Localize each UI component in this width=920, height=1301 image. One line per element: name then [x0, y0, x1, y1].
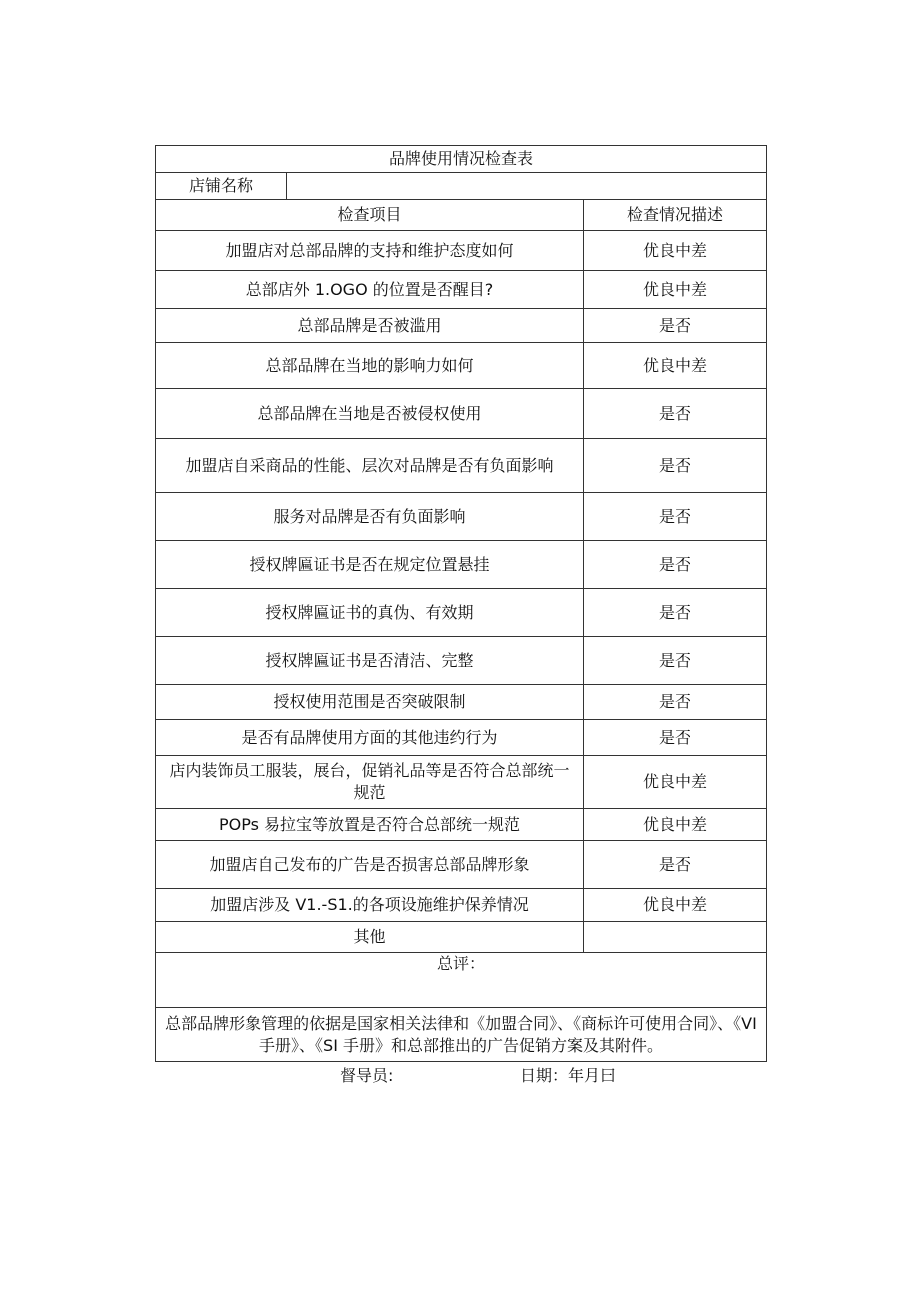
check-item: 总部品牌是否被滥用 [156, 309, 584, 343]
check-desc: 是否 [584, 541, 767, 589]
check-item: 总部品牌在当地的影响力如何 [156, 343, 584, 389]
brand-usage-checklist [155, 145, 766, 1062]
check-item: 其他 [156, 922, 584, 953]
table-row [156, 637, 767, 685]
header-desc: 检查情况描述 [584, 200, 767, 231]
table-row [156, 922, 767, 953]
check-item: 授权牌匾证书的真伪、有效期 [156, 589, 584, 637]
check-item: 授权牌匾证书是否在规定位置悬挂 [156, 541, 584, 589]
table-row [156, 756, 767, 809]
check-desc: 是否 [584, 685, 767, 720]
store-name-field[interactable] [287, 173, 767, 200]
check-item: 加盟店涉及 V1.-S1.的各项设施维护保养情况 [156, 889, 584, 922]
check-desc: 是否 [584, 637, 767, 685]
title-row [156, 146, 767, 173]
store-name-row [156, 173, 767, 200]
header-row [156, 200, 767, 231]
basis-note: 总部品牌形象管理的依据是国家相关法律和《加盟合同》、《商标许可使用合同》、《VI 手册》、《SI 手册》和总部推出的广告促销方案及其附件。 [156, 1008, 767, 1062]
check-item: 是否有品牌使用方面的其他违约行为 [156, 720, 584, 756]
check-item: 授权使用范围是否突破限制 [156, 685, 584, 720]
check-item: 加盟店自采商品的性能、层次对品牌是否有负面影响 [156, 439, 584, 493]
overall-comment[interactable] [156, 953, 767, 1008]
supervisor-label: 督导员: [340, 1066, 394, 1085]
check-item-line1: 店内装饰员工服装，展台，促销礼品等是否符合总部统一 [169, 761, 570, 780]
check-desc: 是否 [584, 841, 767, 889]
checklist-table [155, 145, 767, 1062]
check-item: 总部店外 1.OGO 的位置是否醒目? [156, 271, 584, 309]
table-row [156, 493, 767, 541]
check-desc: 优良中差 [584, 271, 767, 309]
check-item: 服务对品牌是否有负面影响 [156, 493, 584, 541]
check-desc: 优良中差 [584, 809, 767, 841]
table-row [156, 389, 767, 439]
check-item: 授权牌匾证书是否清洁、完整 [156, 637, 584, 685]
header-item: 检查项目 [156, 200, 584, 231]
table-row [156, 685, 767, 720]
basis-row [156, 1008, 767, 1062]
check-desc: 是否 [584, 493, 767, 541]
overall-row [156, 953, 767, 1008]
check-desc: 优良中差 [584, 343, 767, 389]
table-row [156, 343, 767, 389]
check-desc: 优良中差 [584, 231, 767, 271]
check-desc[interactable] [584, 922, 767, 953]
check-item: 加盟店自己发布的广告是否损害总部品牌形象 [156, 841, 584, 889]
check-desc: 优良中差 [584, 889, 767, 922]
table-row [156, 589, 767, 637]
table-row [156, 271, 767, 309]
table-row [156, 309, 767, 343]
table-row [156, 720, 767, 756]
overall-label: 总评： [437, 954, 486, 973]
check-desc: 优良中差 [584, 756, 767, 809]
check-desc: 是否 [584, 589, 767, 637]
check-item: 加盟店对总部品牌的支持和维护态度如何 [156, 231, 584, 271]
check-desc: 是否 [584, 309, 767, 343]
table-row [156, 231, 767, 271]
date-label: 日期：年月曰 [520, 1066, 617, 1085]
table-row [156, 439, 767, 493]
check-item [156, 756, 584, 809]
table-row [156, 541, 767, 589]
check-item-line2: 规范 [353, 783, 386, 802]
check-desc: 是否 [584, 439, 767, 493]
table-row [156, 889, 767, 922]
check-desc: 是否 [584, 720, 767, 756]
table-row [156, 841, 767, 889]
table-row [156, 809, 767, 841]
check-item: 总部品牌在当地是否被侵权使用 [156, 389, 584, 439]
store-name-label: 店铺名称 [156, 173, 287, 200]
check-desc: 是否 [584, 389, 767, 439]
check-item: POPs 易拉宝等放置是否符合总部统一规范 [156, 809, 584, 841]
form-title: 品牌使用情况检查表 [156, 146, 767, 173]
